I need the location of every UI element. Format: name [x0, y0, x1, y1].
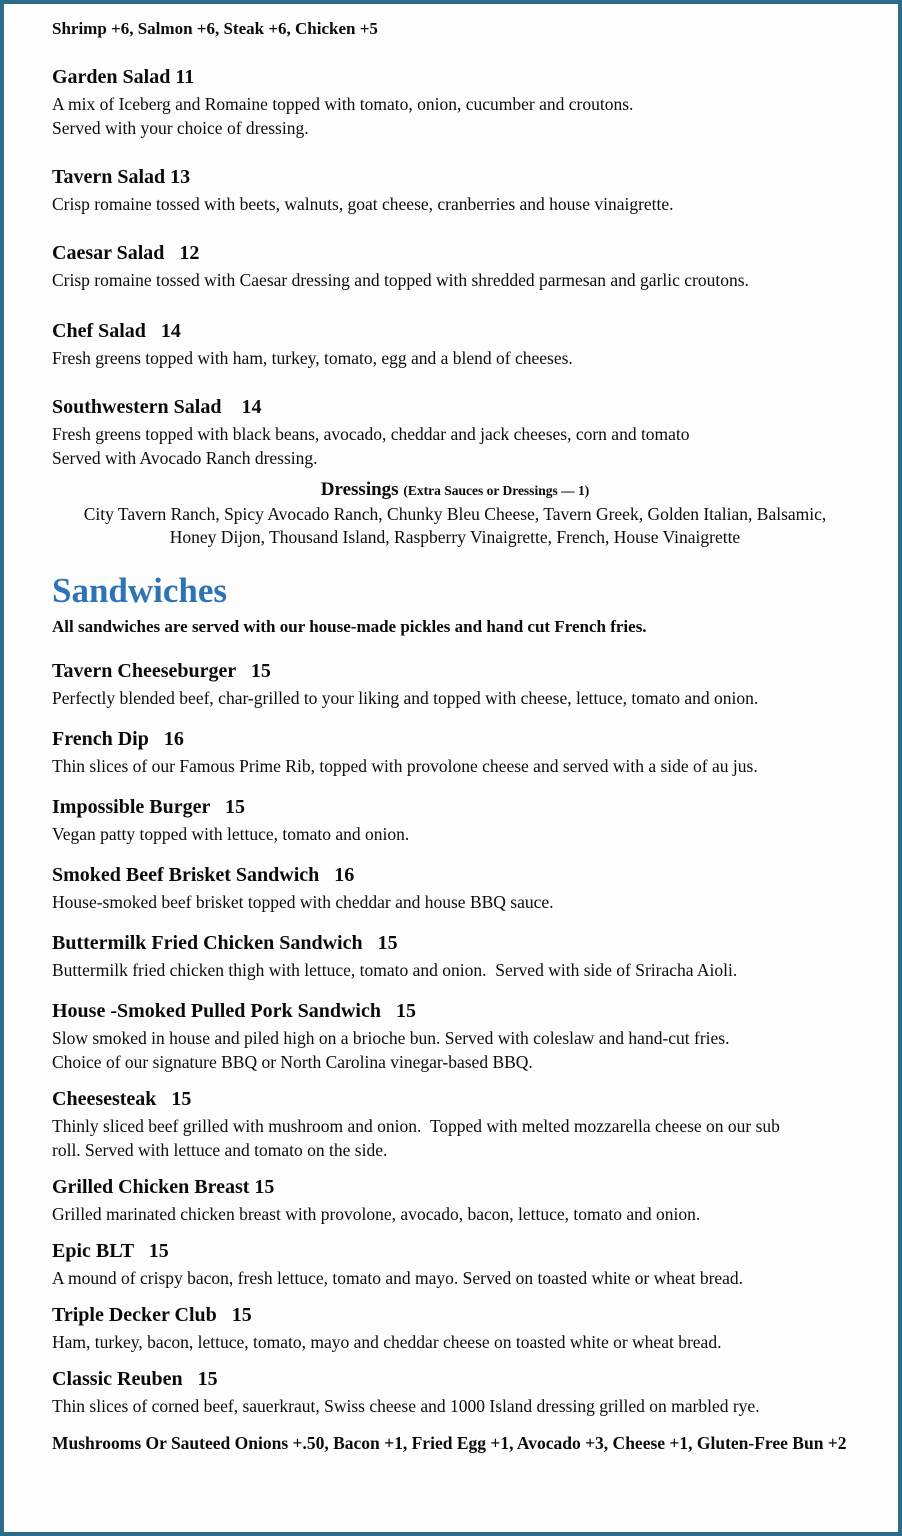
- item-description: Crisp romaine tossed with Caesar dressing and topped with shredded parmesan and garlic croutons.: [52, 270, 749, 290]
- item-title: Tavern Cheeseburger 15: [52, 660, 271, 682]
- dressings-list-line: City Tavern Ranch, Spicy Avocado Ranch, Chunky Bleu Cheese, Tavern Greek, Golden Italian, Balsamic,: [83, 504, 827, 524]
- menu-item-tavern-salad: [52, 164, 858, 216]
- item-description: A mix of Iceberg and Romaine topped with tomato, onion, cucumber and croutons.: [52, 94, 634, 114]
- menu-item-impossible-burger: [52, 794, 858, 846]
- item-description: Served with Avocado Ranch dressing.: [52, 448, 318, 468]
- item-description: Fresh greens topped with black beans, avocado, cheddar and jack cheeses, corn and tomato: [52, 424, 690, 444]
- salads-section: [52, 64, 858, 549]
- item-title: Garden Salad 11: [52, 66, 195, 88]
- item-title: Tavern Salad 13: [52, 166, 191, 188]
- menu-item-french-dip: [52, 726, 858, 778]
- item-description: roll. Served with lettuce and tomato on the side.: [52, 1140, 388, 1160]
- menu-item-grilled-chicken-breast: [52, 1174, 858, 1226]
- item-description: Choice of our signature BBQ or North Carolina vinegar-based BBQ.: [52, 1052, 533, 1072]
- item-description: Vegan patty topped with lettuce, tomato and onion.: [52, 824, 410, 844]
- menu-item-chef-salad: [52, 318, 858, 370]
- item-description: Perfectly blended beef, char-grilled to your liking and topped with cheese, lettuce, tomato and onion.: [52, 688, 759, 708]
- menu-item-smoked-beef-brisket: [52, 862, 858, 914]
- menu-item-caesar-salad: [52, 240, 858, 292]
- item-title: Grilled Chicken Breast 15: [52, 1176, 275, 1198]
- item-description: Ham, turkey, bacon, lettuce, tomato, mayo and cheddar cheese on toasted white or wheat bread.: [52, 1332, 722, 1352]
- dressings-block: [52, 478, 858, 549]
- item-title: French Dip 16: [52, 728, 184, 750]
- menu-item-buttermilk-fried-chicken: [52, 930, 858, 982]
- item-description: House-smoked beef brisket topped with cheddar and house BBQ sauce.: [52, 892, 554, 912]
- dressings-extra-note: (Extra Sauces or Dressings — 1): [403, 483, 590, 498]
- item-title: Triple Decker Club 15: [52, 1304, 252, 1326]
- item-description: Slow smoked in house and piled high on a brioche bun. Served with coleslaw and hand-cut fries.: [52, 1028, 730, 1048]
- item-title: Classic Reuben 15: [52, 1368, 218, 1390]
- dressings-list-line: Honey Dijon, Thousand Island, Raspberry Vinaigrette, French, House Vinaigrette: [169, 527, 741, 547]
- item-description: Fresh greens topped with ham, turkey, tomato, egg and a blend of cheeses.: [52, 348, 573, 368]
- menu-item-triple-decker-club: [52, 1302, 858, 1354]
- dressings-title: [52, 478, 858, 503]
- sandwiches-heading: Sandwiches: [52, 571, 228, 610]
- sandwiches-subtitle: All sandwiches are served with our house-made pickles and hand cut French fries.: [52, 617, 647, 636]
- item-title: Smoked Beef Brisket Sandwich 16: [52, 864, 355, 886]
- menu-item-garden-salad: [52, 64, 858, 140]
- menu-item-southwestern-salad: [52, 394, 858, 470]
- item-title: Buttermilk Fried Chicken Sandwich 15: [52, 932, 398, 954]
- item-title: Chef Salad 14: [52, 320, 181, 342]
- menu-item-classic-reuben: [52, 1366, 858, 1418]
- item-description: A mound of crispy bacon, fresh lettuce, tomato and mayo. Served on toasted white or wheat bread.: [52, 1268, 744, 1288]
- dressings-title-text: Dressings: [320, 479, 399, 500]
- item-title: Caesar Salad 12: [52, 242, 200, 264]
- sandwiches-section: [52, 571, 858, 1455]
- menu-item-pulled-pork: [52, 998, 858, 1074]
- item-title: Epic BLT 15: [52, 1240, 169, 1262]
- item-title: Southwestern Salad 14: [52, 396, 262, 418]
- item-description: Thin slices of corned beef, sauerkraut, Swiss cheese and 1000 Island dressing grilled on marbled rye.: [52, 1396, 760, 1416]
- menu-item-epic-blt: [52, 1238, 858, 1290]
- menu-item-cheesesteak: [52, 1086, 858, 1162]
- item-title: Cheesesteak 15: [52, 1088, 192, 1110]
- sandwich-addons-line: Mushrooms Or Sauteed Onions +.50, Bacon +1, Fried Egg +1, Avocado +3, Cheese +1, Gluten-Free Bun +2: [52, 1433, 847, 1453]
- salad-protein-addons-line: Shrimp +6, Salmon +6, Steak +6, Chicken +5: [52, 19, 378, 38]
- item-description: Crisp romaine tossed with beets, walnuts, goat cheese, cranberries and house vinaigrette.: [52, 194, 674, 214]
- item-title: Impossible Burger 15: [52, 796, 245, 818]
- item-title: House -Smoked Pulled Pork Sandwich 15: [52, 1000, 416, 1022]
- item-description: Thin slices of our Famous Prime Rib, topped with provolone cheese and served with a side of au jus.: [52, 756, 758, 776]
- item-description: Thinly sliced beef grilled with mushroom and onion. Topped with melted mozzarella cheese on our sub: [52, 1116, 780, 1136]
- item-description: Served with your choice of dressing.: [52, 118, 309, 138]
- menu-item-tavern-cheeseburger: [52, 658, 858, 710]
- item-description: Buttermilk fried chicken thigh with lettuce, tomato and onion. Served with side of Sriracha Aioli.: [52, 960, 738, 980]
- item-description: Grilled marinated chicken breast with provolone, avocado, bacon, lettuce, tomato and onion.: [52, 1204, 701, 1224]
